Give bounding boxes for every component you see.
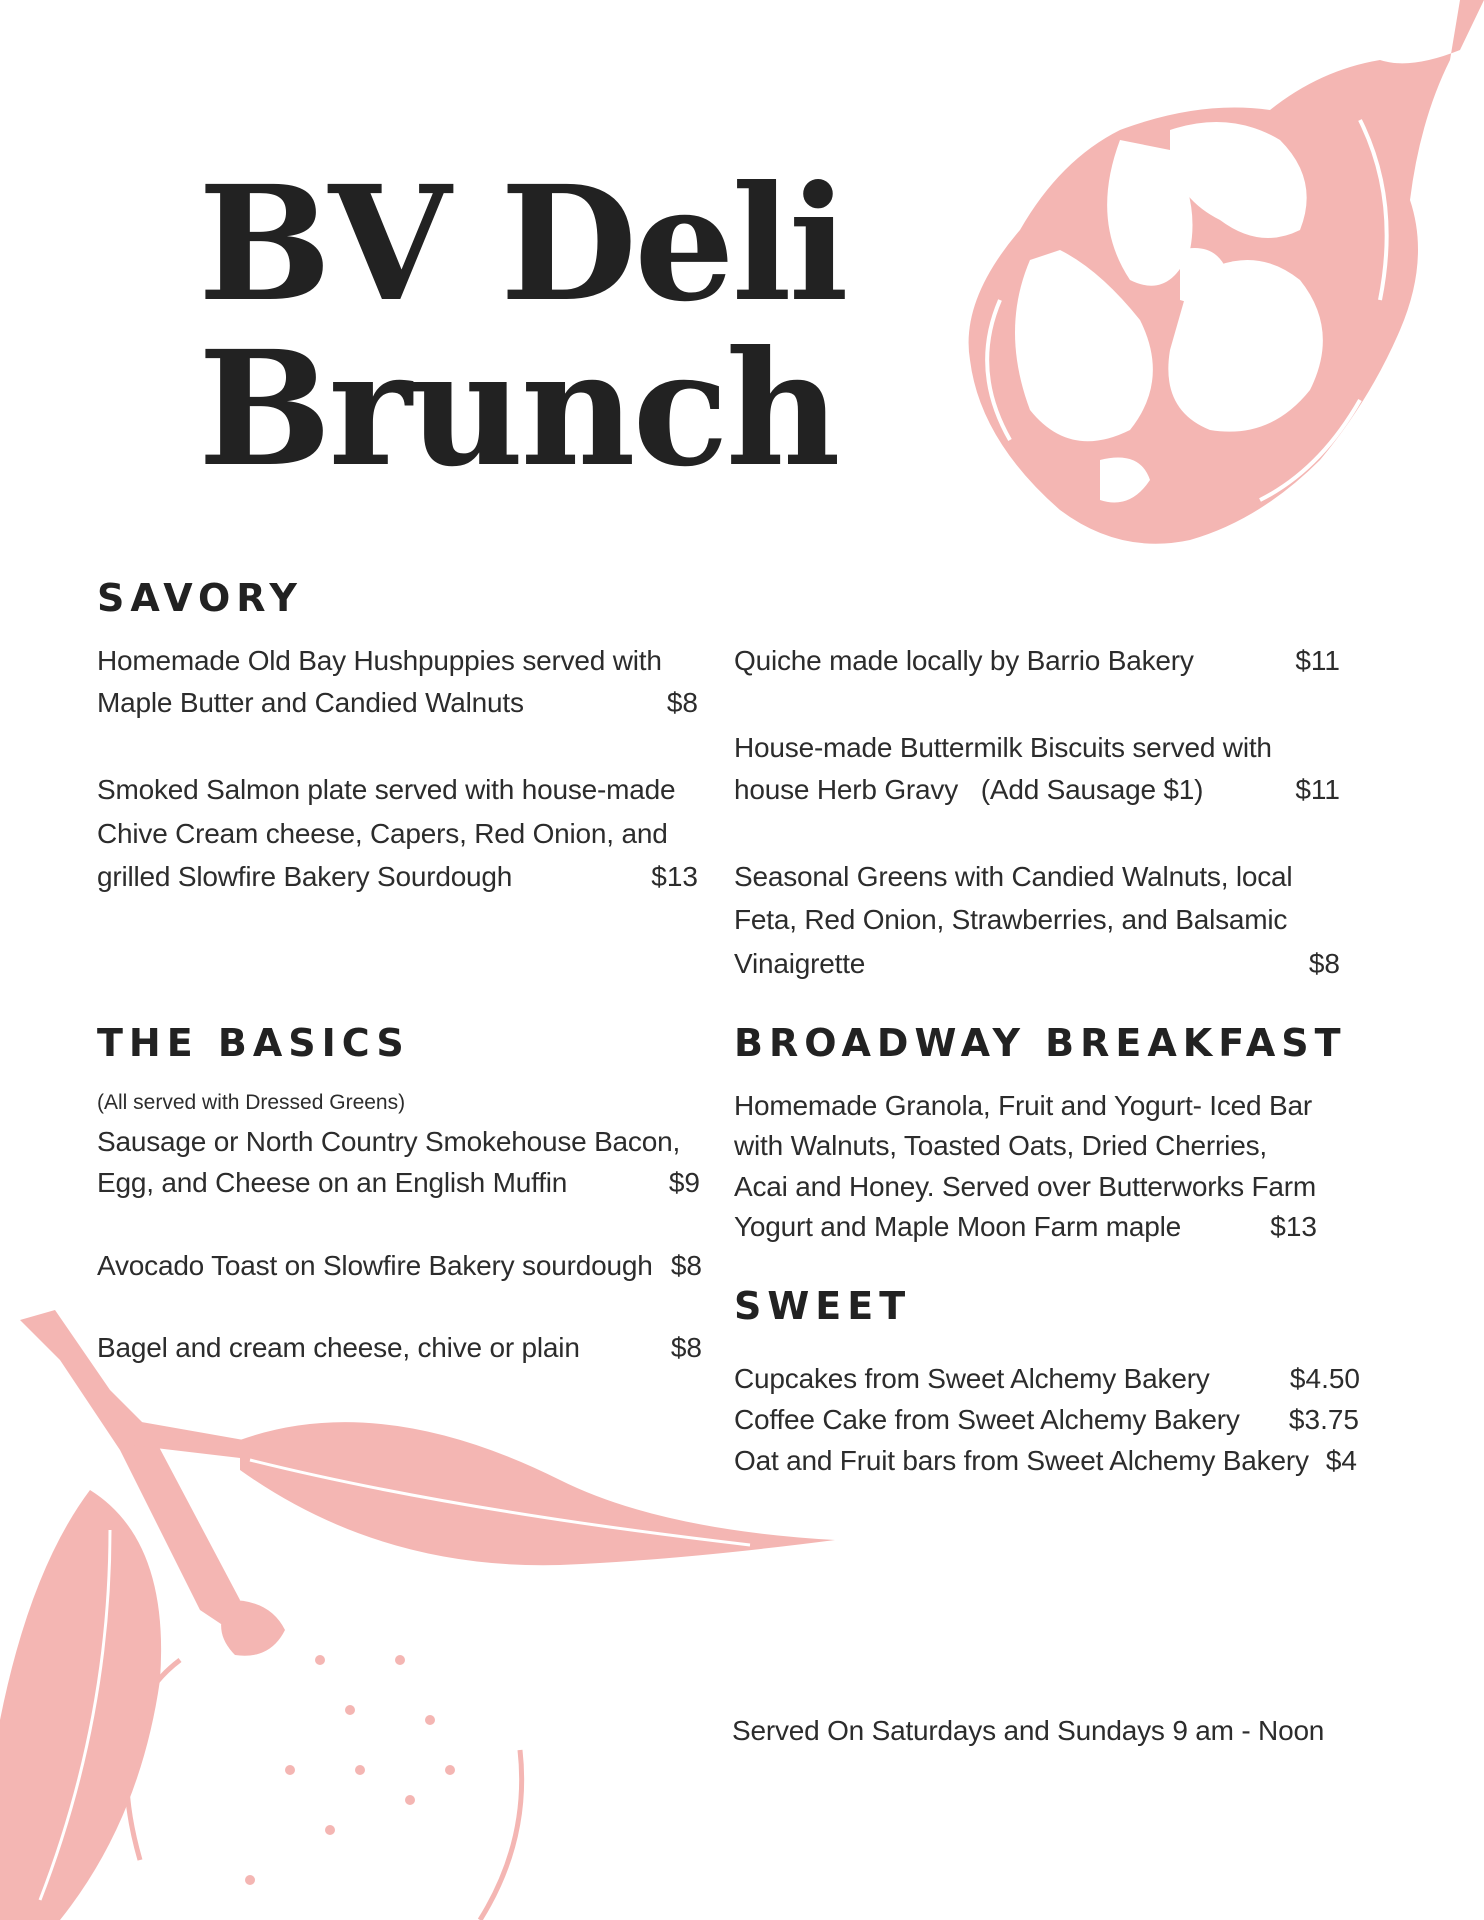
service-hours: Served On Saturdays and Sundays 9 am - Noon xyxy=(732,1715,1325,1746)
menu-item-line: Bagel and cream cheese, chive or plain xyxy=(97,1332,580,1363)
menu-item-price: $4 xyxy=(1325,1445,1357,1476)
illustration-top-right xyxy=(940,0,1484,560)
menu-item-line: Sausage or North Country Smokehouse Bacon, xyxy=(97,1126,681,1157)
menu-item-line: Feta, Red Onion, Strawberries, and Balsamic xyxy=(734,904,1288,935)
menu-item-line: Smoked Salmon plate served with house-made xyxy=(97,774,676,805)
menu-item-price: $8 xyxy=(666,687,698,718)
section-heading-basics: THE BASICS xyxy=(97,1021,410,1065)
menu-item-line: Cupcakes from Sweet Alchemy Bakery xyxy=(734,1363,1210,1394)
menu-item-price: $4.50 xyxy=(1289,1363,1360,1394)
menu-item-price: $13 xyxy=(1270,1211,1317,1242)
menu-item-line: Maple Butter and Candied Walnuts xyxy=(97,687,524,718)
section-note: (All served with Dressed Greens) xyxy=(97,1091,406,1114)
menu-item-line: Yogurt and Maple Moon Farm maple xyxy=(734,1211,1182,1242)
menu-item-price: $8 xyxy=(1308,948,1340,979)
menu-item-price: $8 xyxy=(670,1332,702,1363)
menu-item-price: $11 xyxy=(1295,645,1340,676)
menu-item-price: $9 xyxy=(668,1167,700,1198)
menu-item-line: Homemade Granola, Fruit and Yogurt- Iced Bar xyxy=(734,1090,1312,1121)
menu-item-line: Egg, and Cheese on an English Muffin xyxy=(97,1167,568,1198)
menu-item-line: Seasonal Greens with Candied Walnuts, local xyxy=(734,861,1293,892)
illustration-bottom-left xyxy=(0,1300,840,1920)
menu-item-line: with Walnuts, Toasted Oats, Dried Cherries, xyxy=(734,1130,1267,1161)
menu-title-line-2: Brunch xyxy=(198,317,838,502)
section-heading-savory: SAVORY xyxy=(97,576,303,620)
menu-item-price: $3.75 xyxy=(1288,1404,1359,1435)
menu-item-line: Avocado Toast on Slowfire Bakery sourdough xyxy=(97,1250,653,1281)
menu-item-line: Chive Cream cheese, Capers, Red Onion, and xyxy=(97,818,668,849)
menu-item-line: house Herb Gravy (Add Sausage $1) xyxy=(734,774,1204,805)
menu-item-line: Vinaigrette xyxy=(734,948,866,979)
section-heading-breakfast: BROADWAY BREAKFAST xyxy=(734,1021,1347,1065)
menu-item-line: grilled Slowfire Bakery Sourdough xyxy=(97,861,513,892)
menu-item-price: $8 xyxy=(670,1250,702,1281)
menu-item-price: $11 xyxy=(1295,774,1340,805)
menu-item-line: Coffee Cake from Sweet Alchemy Bakery xyxy=(734,1404,1240,1435)
menu-item-line: Acai and Honey. Served over Butterworks Farm xyxy=(734,1171,1317,1202)
menu-item-line: Quiche made locally by Barrio Bakery xyxy=(734,645,1194,676)
menu-item-price: $13 xyxy=(651,861,698,892)
menu-item-line: Oat and Fruit bars from Sweet Alchemy Bakery xyxy=(734,1445,1309,1476)
menu-title-line-1: BV Deli xyxy=(198,152,846,337)
menu-item-line: Homemade Old Bay Hushpuppies served with xyxy=(97,645,662,676)
section-heading-sweet: SWEET xyxy=(734,1284,912,1328)
menu-item-line: House-made Buttermilk Biscuits served with xyxy=(734,732,1272,763)
